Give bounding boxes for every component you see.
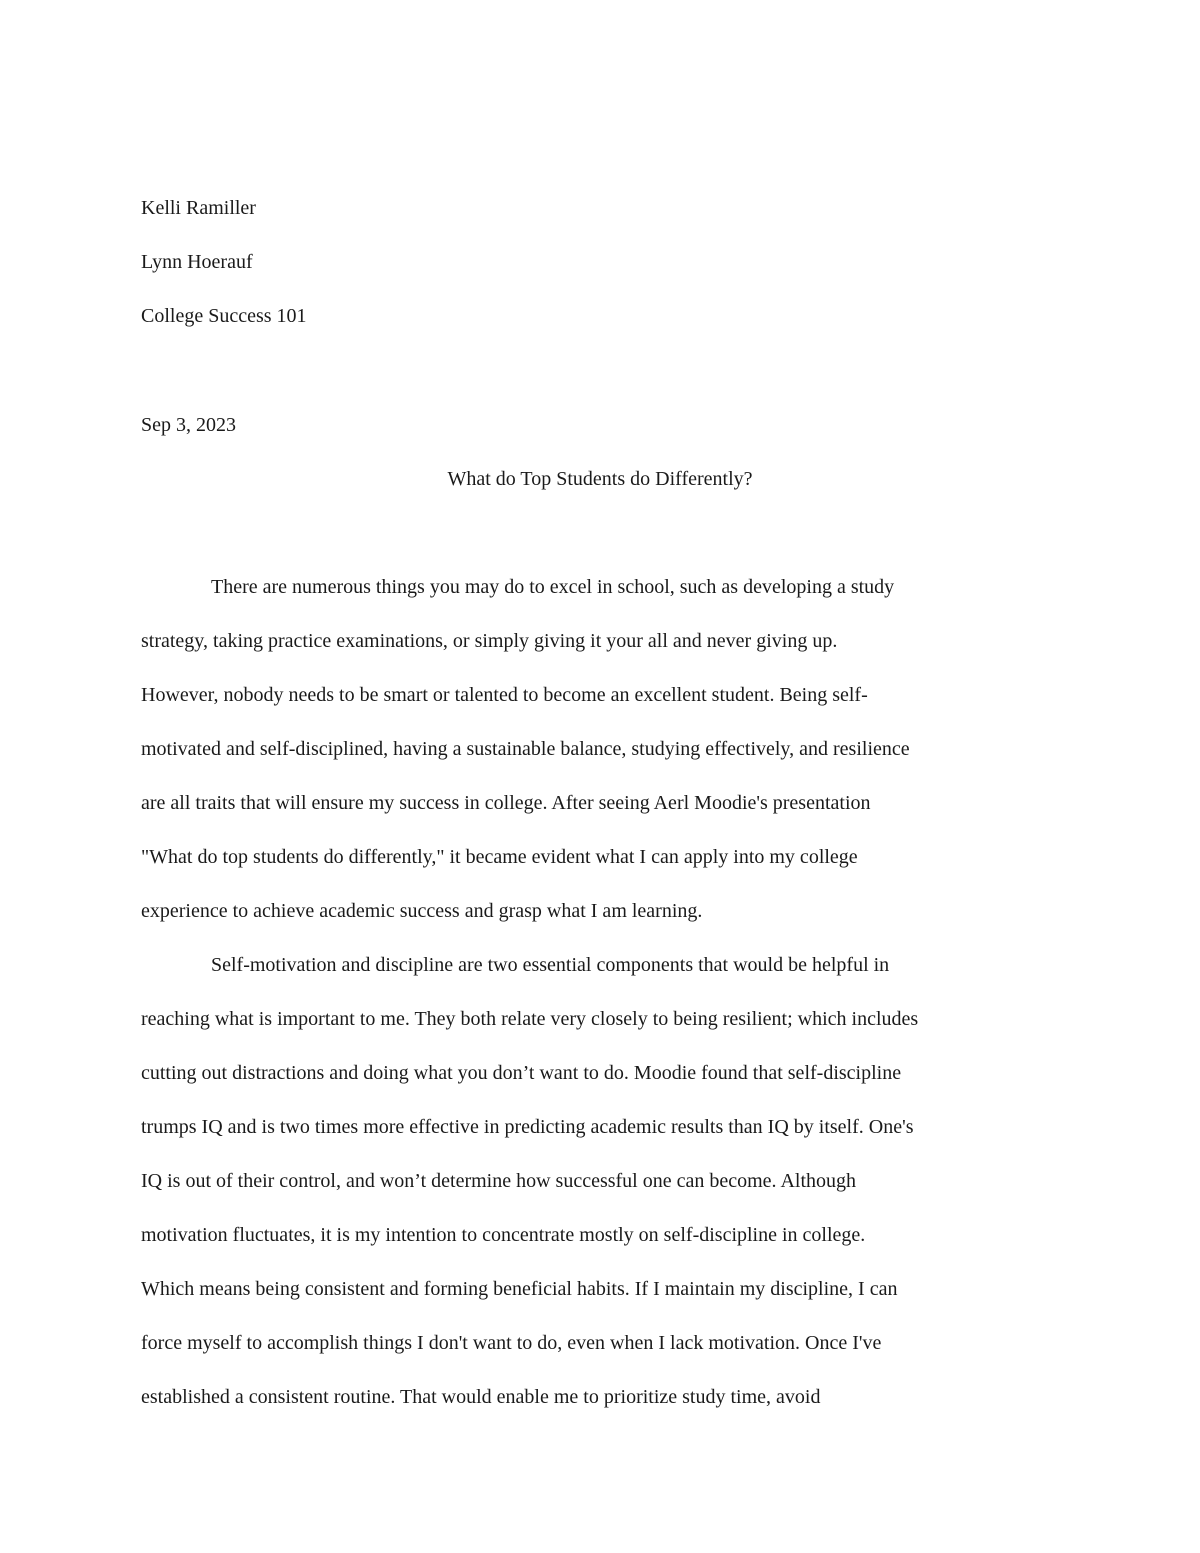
paragraph-line: trumps IQ and is two times more effective in predicting academic results than IQ by itself. One's [141, 1116, 914, 1138]
paragraph-line: force myself to accomplish things I don't want to do, even when I lack motivation. Once I've [141, 1332, 882, 1354]
instructor-name: Lynn Hoerauf [141, 251, 253, 273]
paragraph-line: motivated and self-disciplined, having a sustainable balance, studying effectively, and resilience [141, 738, 910, 760]
paragraph-line: IQ is out of their control, and won’t determine how successful one can become. Although [141, 1170, 857, 1192]
paragraph-line: are all traits that will ensure my success in college. After seeing Aerl Moodie's presentation [141, 792, 871, 814]
date: Sep 3, 2023 [141, 414, 236, 436]
paragraph-line: established a consistent routine. That would enable me to prioritize study time, avoid [141, 1386, 821, 1408]
paragraph-line: Self-motivation and discipline are two essential components that would be helpful in [211, 954, 890, 976]
paragraph-line: Which means being consistent and forming beneficial habits. If I maintain my discipline, I can [141, 1278, 898, 1300]
paragraph-line: There are numerous things you may do to excel in school, such as developing a study [211, 576, 895, 598]
paragraph-line: motivation fluctuates, it is my intention to concentrate mostly on self-discipline in college. [141, 1224, 866, 1246]
paragraph-line: However, nobody needs to be smart or talented to become an excellent student. Being self- [141, 684, 868, 706]
essay-title: What do Top Students do Differently? [447, 468, 753, 490]
course-name: College Success 101 [141, 305, 307, 327]
student-name: Kelli Ramiller [141, 197, 256, 219]
paragraph-line: "What do top students do differently," it became evident what I can apply into my college [141, 846, 858, 868]
paragraph-line: reaching what is important to me. They both relate very closely to being resilient; which includes [141, 1008, 919, 1030]
paragraph-line: cutting out distractions and doing what you don’t want to do. Moodie found that self-discipline [141, 1062, 902, 1084]
paragraph-line: strategy, taking practice examinations, or simply giving it your all and never giving up. [141, 630, 838, 652]
paragraph-line: experience to achieve academic success and grasp what I am learning. [141, 900, 703, 922]
